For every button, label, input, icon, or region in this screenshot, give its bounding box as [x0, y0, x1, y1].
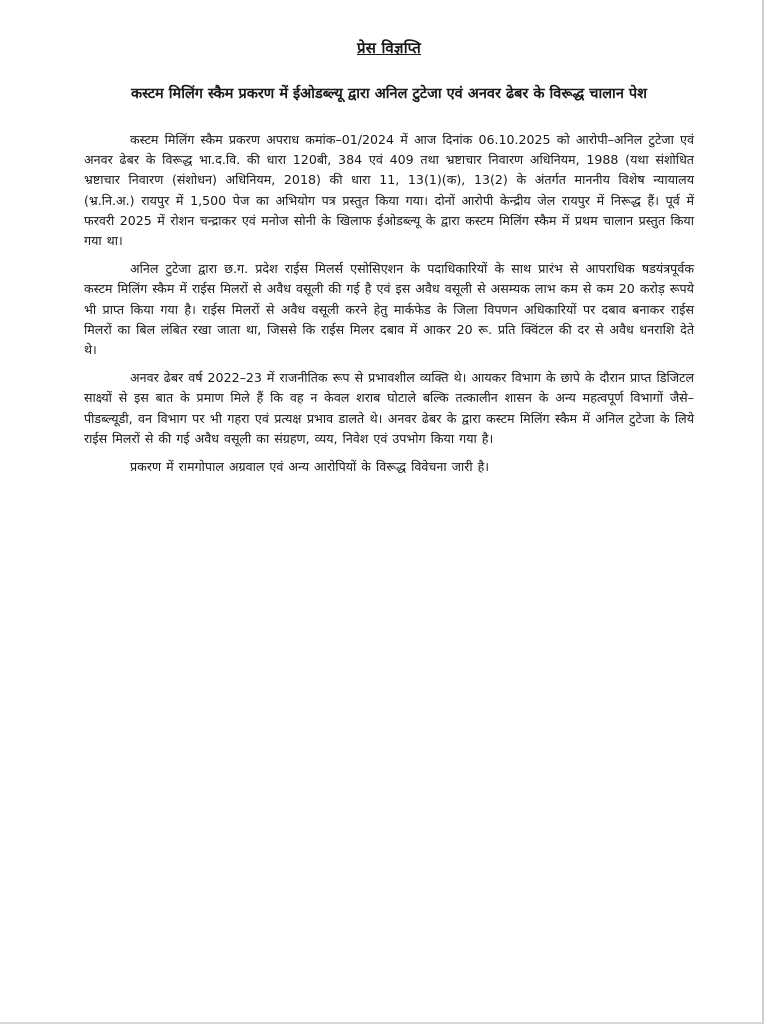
- document-heading: प्रेस विज्ञप्ति: [357, 39, 421, 57]
- paragraph-2: अनिल टुटेजा द्वारा छ.ग. प्रदेश राईस मिलर्स एसोसिएशन के पदाधिकारियों के साथ प्रारंभ से आपराधिक षडयंत्रपूर्वक कस्टम मिलिंग स्कैम में राईस मिलरों से अवैध वसूली की गई है एवं इस अवैध वसूली से असम्यक लाभ कम से कम 20 करोड़ रूपये भी प्राप्त किया गया है। राईस मिलरों से अवैध वसूली करने हेतु मार्कफेड के जिला विपणन अधिकारियों पर दबाव बनाकर राईस मिलरों का बिल लंबित रखा जाता था, जिससे कि राईस मिलर दबाव में आकर 20 रू. प्रति क्विंटल की दर से अवैध धनराशि देते थे।: [84, 261, 694, 358]
- press-release-page: [84, 38, 694, 485]
- paragraph-4: प्रकरण में रामगोपाल अग्रवाल एवं अन्य आरोपियों के विरूद्ध विवेचना जारी है।: [130, 459, 490, 475]
- document-subject: कस्टम मिलिंग स्कैम प्रकरण में ईओडब्ल्यू द्वारा अनिल टुटेजा एवं अनवर ढेबर के विरूद्ध चालान पेश: [130, 86, 648, 102]
- paragraph-1: कस्टम मिलिंग स्कैम प्रकरण अपराध कमांक–01/2024 में आज दिनांक 06.10.2025 को आरोपी–अनिल टुटेजा एवं अनवर ढेबर के विरूद्ध भा.द.वि. की धारा 120बी, 384 एवं 409 तथा भ्रष्टाचार निवारण अधिनियम, 1988 (यथा संशोधित भ्रष्टाचार निवारण (संशोधन) अधिनियम, 2018) की धारा 11, 13(1)(क), 13(2) के अंतर्गत माननीय विशेष न्यायालय (भ्र.नि.अ.) रायपुर में 1,500 पेज का अभियोग पत्र प्रस्तुत किया गया। दोनों आरोपी केन्द्रीय जेल रायपुर में निरूद्ध हैं। पूर्व में फरवरी 2025 में रोशन चन्द्राकर एवं मनोज सोनी के खिलाफ ईओडब्ल्यू के द्वारा कस्टम मिलिंग स्कैम में प्रथम चालान प्रस्तुत किया गया था।: [84, 132, 694, 249]
- paragraph-3: अनवर ढेबर वर्ष 2022–23 में राजनीतिक रूप से प्रभावशील व्यक्ति थे। आयकर विभाग के छापे के दौरान प्राप्त डिजिटल साक्ष्यों से इस बात के प्रमाण मिले हैं कि वह न केवल शराब घोटाले बल्कि तत्कालीन शासन के अन्य महत्वपूर्ण विभागों जैसे–पीडब्ल्यूडी, वन विभाग पर भी गहरा एवं प्रत्यक्ष प्रभाव डालते थे। अनवर ढेबर के द्वारा कस्टम मिलिंग स्कैम में अनिल टुटेजा के लिये राईस मिलरों से की गई अवैध वसूली का संग्रहण, व्यय, निवेश एवं उपभोग किया गया है।: [84, 370, 694, 446]
